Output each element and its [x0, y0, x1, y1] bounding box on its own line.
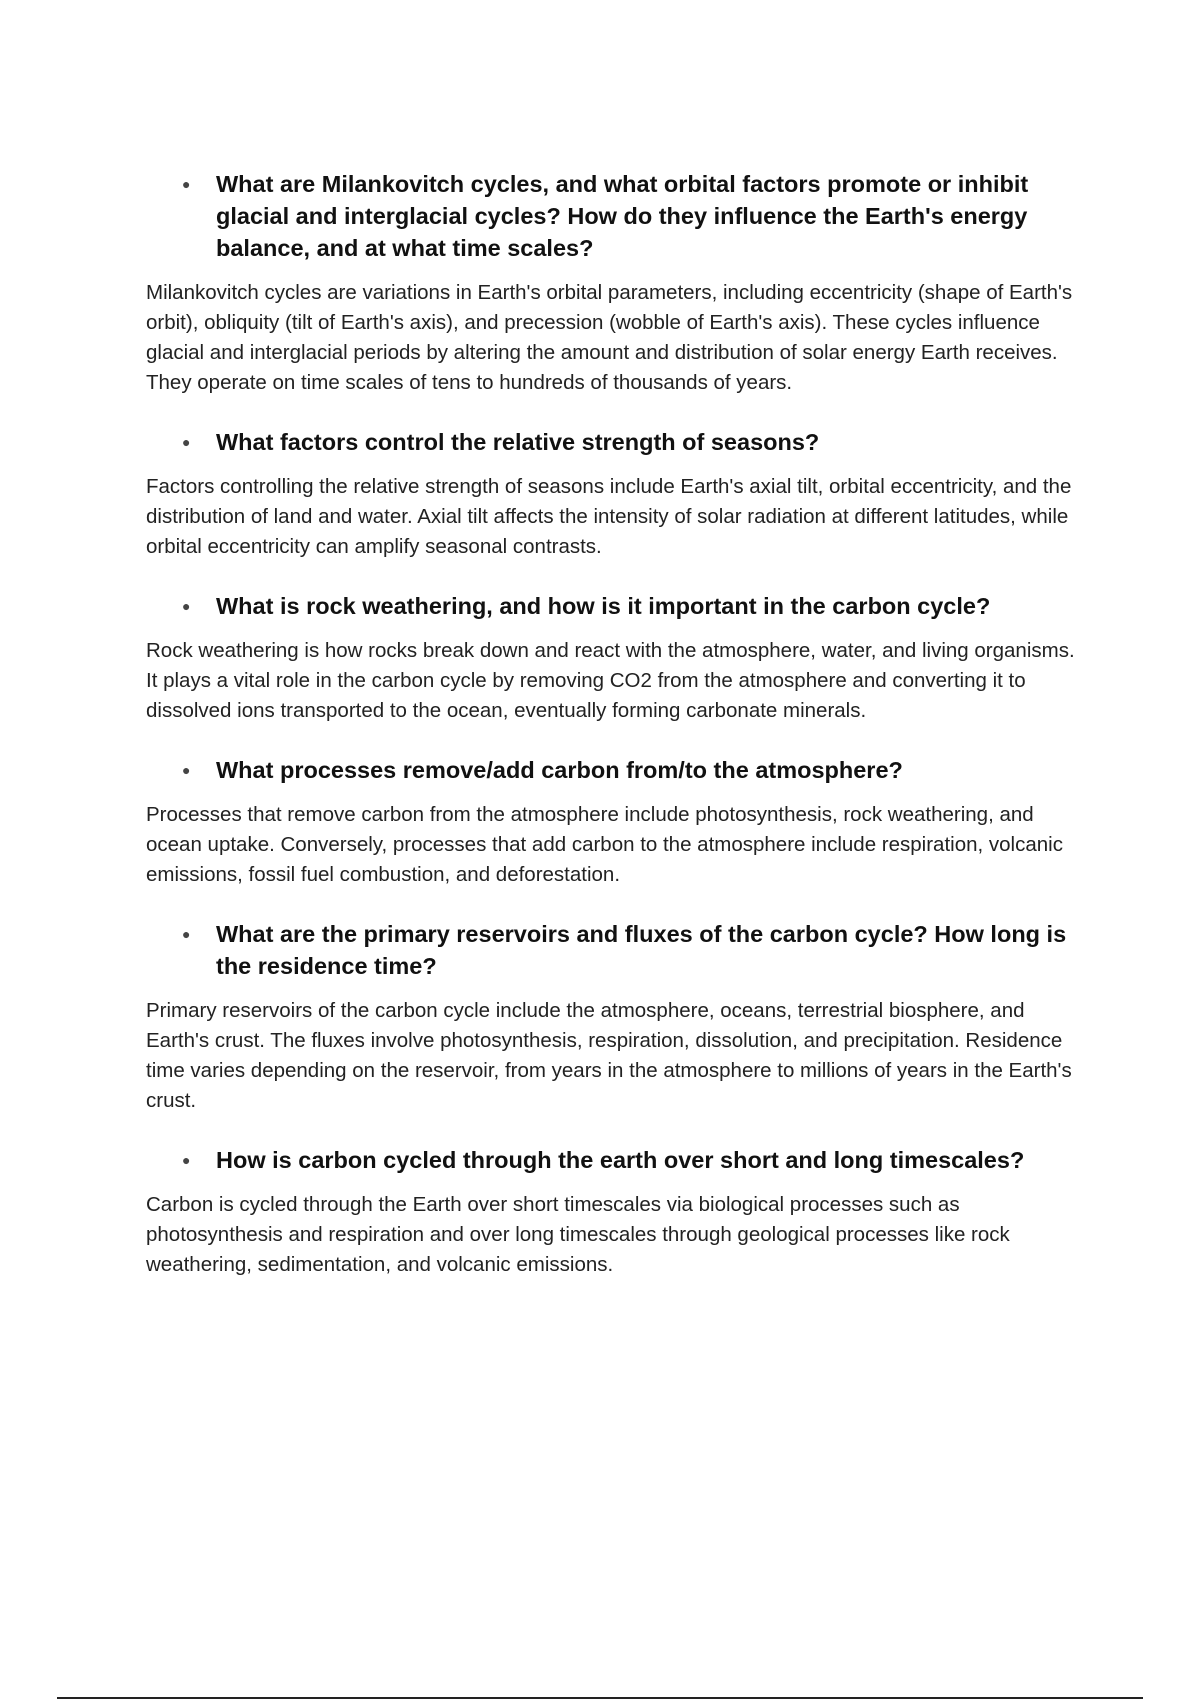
answer-text: Processes that remove carbon from the atmosphere include photosynthesis, rock weathering, and ocean uptake. Conversely, processes that add carbon to the atmosphere include respiration, volcanic emissions, fossil fuel combustion, and deforestation.: [146, 803, 1063, 886]
answer-text: Milankovitch cycles are variations in Earth's orbital parameters, including eccentricity (shape of Earth's orbit), obliquity (tilt of Earth's axis), and precession (wobble of Earth's axis). These cycles influence glacial and interglacial periods by altering the amount and distribution of solar energy Earth receives. They operate on time scales of tens to hundreds of thousands of years.: [146, 281, 1073, 394]
question-item: [146, 918, 1086, 982]
qa-rock-weathering: [146, 590, 1086, 726]
question-item: [146, 754, 1086, 786]
question-text: What are the primary reservoirs and fluxes of the carbon cycle? How long is the residence time?: [216, 921, 1067, 979]
bullet-icon: ●: [182, 1152, 191, 1168]
qa-carbon-timescales: [146, 1144, 1086, 1280]
qa-carbon-processes: [146, 754, 1086, 890]
bullet-icon: ●: [182, 176, 191, 192]
bullet-icon: ●: [182, 434, 191, 450]
question-text: What processes remove/add carbon from/to the atmosphere?: [216, 757, 903, 783]
answer-text: Primary reservoirs of the carbon cycle include the atmosphere, oceans, terrestrial biosphere, and Earth's crust. The fluxes involve photosynthesis, respiration, dissolution, and precipitation. Residence time varies depending on the reservoir, from years in the atmosphere to millions of years in the Earth's crust.: [146, 999, 1072, 1112]
qa-seasons: [146, 426, 1086, 562]
bullet-icon: ●: [182, 926, 191, 942]
qa-milankovitch: [146, 168, 1086, 398]
bullet-icon: ●: [182, 762, 191, 778]
page-bottom-divider: [57, 1697, 1143, 1699]
bullet-icon: ●: [182, 598, 191, 614]
question-item: [146, 168, 1086, 264]
question-item: [146, 426, 1086, 458]
question-item: [146, 590, 1086, 622]
question-item: [146, 1144, 1086, 1176]
answer-text: Carbon is cycled through the Earth over short timescales via biological processes such as photosynthesis and respiration and over long timescales through geological processes like rock weathering, sedimentation, and volcanic emissions.: [146, 1193, 1010, 1276]
question-text: What are Milankovitch cycles, and what orbital factors promote or inhibit glacial and interglacial cycles? How do they influence the Earth's energy balance, and at what time scales?: [216, 171, 1029, 261]
question-text: What factors control the relative strength of seasons?: [216, 429, 820, 455]
qa-carbon-reservoirs: [146, 918, 1086, 1116]
document-body: [146, 168, 1086, 1308]
answer-text: Factors controlling the relative strength of seasons include Earth's axial tilt, orbital eccentricity, and the distribution of land and water. Axial tilt affects the intensity of solar radiation at different latitudes, while orbital eccentricity can amplify seasonal contrasts.: [146, 475, 1072, 558]
question-text: What is rock weathering, and how is it important in the carbon cycle?: [216, 593, 991, 619]
answer-text: Rock weathering is how rocks break down and react with the atmosphere, water, and living organisms. It plays a vital role in the carbon cycle by removing CO2 from the atmosphere and converting it to dissolved ions transported to the ocean, eventually forming carbonate minerals.: [146, 639, 1075, 722]
question-text: How is carbon cycled through the earth over short and long timescales?: [216, 1147, 1025, 1173]
